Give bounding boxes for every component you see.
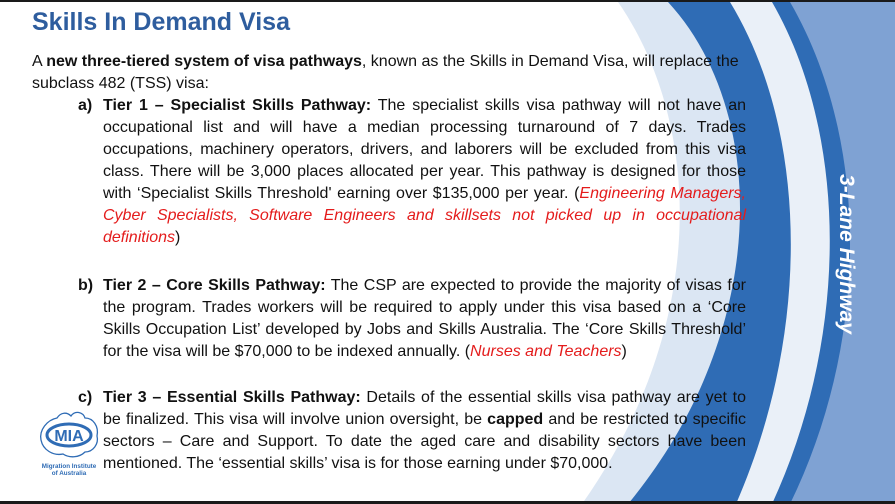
tier-3-body-2: and be restricted to specific sectors – Care and Support. To date the aged care and disability sectors have been mentioned. The ‘essential skills’ visa is for those earning under $70,000. xyxy=(103,411,746,472)
tier-2-letter: b) xyxy=(78,277,94,294)
logo-caption-line1: Migration Institute xyxy=(41,463,97,470)
intro-bold: new three-tiered system of visa pathways xyxy=(46,53,362,70)
tier-3-bold: capped xyxy=(487,411,544,428)
tier-1-tail: ) xyxy=(175,229,181,246)
mia-logo xyxy=(33,406,105,478)
tier-1-body: The specialist skills visa pathway will not have an occupational list and will have a median processing turnaround of 7 days. Trades occupations, machinery operators, drivers, and laborers will be excluded from this visa class. There will be 3,000 places allocated per year. This pathway is designed for those with ‘Specialist Skills Threshold' earning over $135,000 per year. ( xyxy=(103,97,747,202)
tier-1-highlight: Engineering Managers, Cyber Specialists, Software Engineers and skillsets not picked up in occupational definitions xyxy=(103,185,747,246)
intro-post: , known as the Skills in Demand Visa, will replace the subclass 482 (TSS) visa: xyxy=(32,53,739,92)
tier-1-text xyxy=(103,95,746,249)
tier-1-item xyxy=(78,95,746,249)
tier-2-tail: ) xyxy=(621,343,627,360)
slide-title: Skills In Demand Visa xyxy=(32,8,290,36)
tier-3-body-1: Details of the essential skills visa pathway are yet to be finalized. This visa will involve union oversight, be xyxy=(103,389,746,428)
tier-3-letter: c) xyxy=(78,389,93,406)
tier-3-heading: Tier 3 – Essential Skills Pathway: xyxy=(103,389,361,406)
tier-2-highlight: Nurses and Teachers xyxy=(470,343,622,360)
logo-caption-line2: of Australia xyxy=(51,470,87,477)
logo-acronym: MIA xyxy=(54,428,84,445)
tier-3-text xyxy=(103,387,746,475)
tier-2-heading: Tier 2 – Core Skills Pathway: xyxy=(103,277,326,294)
tier-2-text xyxy=(103,275,746,363)
side-label-text: 3-Lane Highway xyxy=(835,174,858,334)
tier-2-body: The CSP are expected to provide the majority of visas for the program. Trades workers will be required to apply under this visa based on a ‘Core Skills Occupation List’ developed by Jobs and Skills Australia. The ‘Core Skills Threshold’ for the visa will be $70,000 to be indexed annually. ( xyxy=(103,277,747,360)
intro-pre: A xyxy=(32,53,47,70)
tier-2-item xyxy=(78,275,746,363)
tier-1-letter: a) xyxy=(78,97,93,114)
tier-1-heading: Tier 1 – Specialist Skills Pathway: xyxy=(103,97,372,114)
intro-paragraph xyxy=(32,51,746,95)
tier-3-item xyxy=(78,387,746,475)
